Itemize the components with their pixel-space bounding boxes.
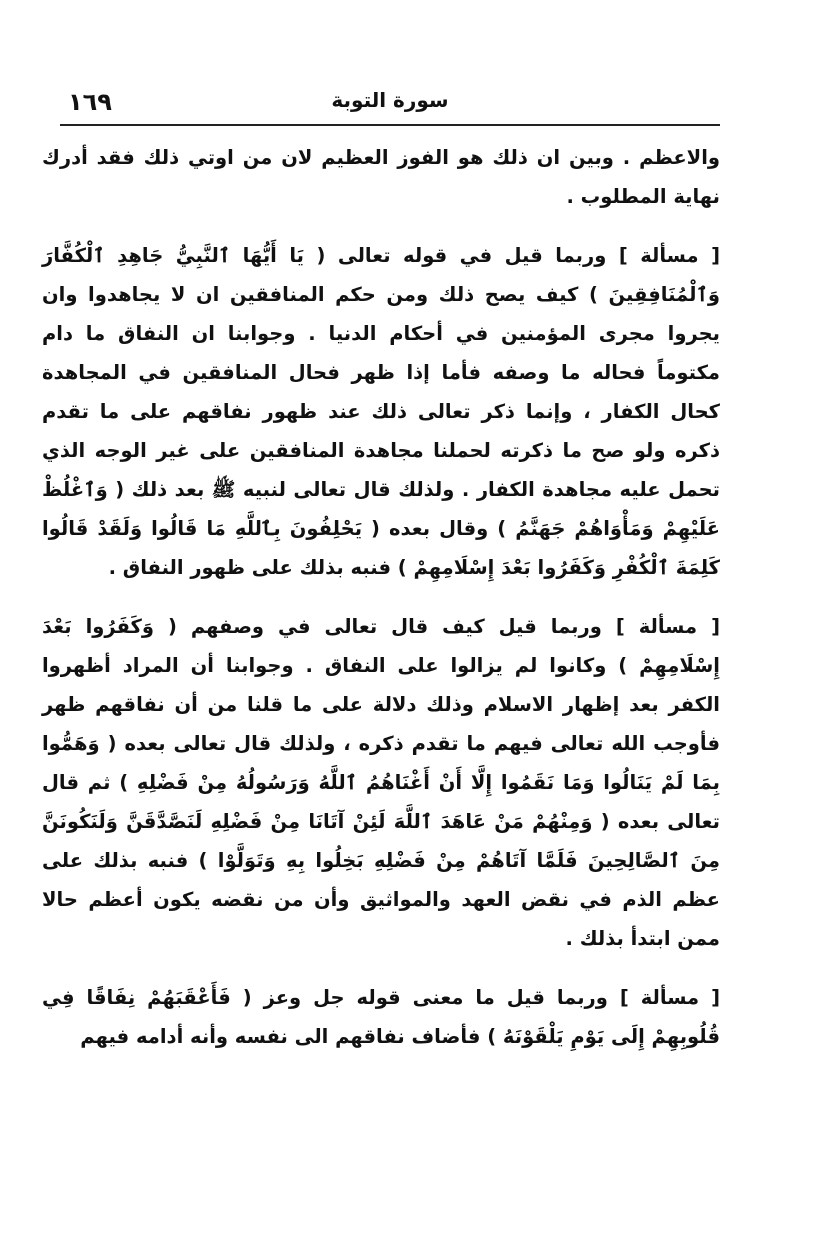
- paragraph-intro: [42, 138, 720, 216]
- paragraph-text: وربما قيل كيف قال تعالى في وصفهم ( وَكَفَرُوا بَعْدَ إِسْلَامِهِمْ ) وكانوا لم يزالوا على النفاق . وجوابنا أن المراد أظهروا الكفر بعد إظهار الاسلام وذلك دلالة على ما قلنا من أن نفاقهم ظهر فأوجب الله تعالى فيهم ما تقدم ذكره ، ولذلك قال تعالى بعده ( وَهَمُّوا بِمَا لَمْ يَنَالُوا وَمَا نَقَمُوا إِلَّا أَنْ أَغْنَاهُمُ ٱللَّهُ وَرَسُولُهُ مِنْ فَضْلِهِ ) ثم قال تعالى بعده ( وَمِنْهُمْ مَنْ عَاهَدَ ٱللَّهَ لَئِنْ آتَانَا مِنْ فَضْلِهِ لَنَصَّدَّقَنَّ وَلَنَكُونَنَّ مِنَ ٱلصَّالِحِينَ فَلَمَّا آتَاهُمْ مِنْ فَضْلِهِ بَخِلُوا بِهِ وَتَوَلَّوْا ) فنبه بذلك على عظم الذم في نقض العهد والمواثيق وأن من نقضه يكون أعظم حالا ممن ابتدأ بذلك .: [42, 615, 720, 950]
- paragraph-text: والاعظم . وبين ان ذلك هو الفوز العظيم لان من اوتي ذلك فقد أدرك نهاية المطلوب .: [42, 146, 720, 208]
- paragraph-issue-3: [42, 978, 720, 1056]
- paragraph-text: وربما قيل ما معنى قوله جل وعز ( فَأَعْقَبَهُمْ نِفَاقًا فِي قُلُوبِهِمْ إِلَى يَوْمِ يَلْقَوْنَهُ ) فأضاف نفاقهم الى نفسه وأنه أدامه فيهم: [42, 986, 720, 1048]
- issue-label: [ مسألة ]: [615, 615, 720, 638]
- paragraph-issue-1: [42, 236, 720, 587]
- issue-label: [ مسألة ]: [619, 986, 720, 1009]
- issue-label: [ مسألة ]: [618, 244, 720, 267]
- page-body: [42, 138, 720, 1056]
- page-header: [60, 84, 720, 126]
- paragraph-issue-2: [42, 607, 720, 958]
- page-number: ١٦٩: [68, 88, 112, 116]
- surah-title: سورة التوبة: [331, 88, 449, 112]
- paragraph-text: وربما قيل في قوله تعالى ( يَا أَيُّهَا ٱلنَّبِيُّ جَاهِدِ ٱلْكُفَّارَ وَٱلْمُنَافِقِينَ ) كيف يصح ذلك ومن حكم المنافقين ان لا يجاهدوا وان يجروا مجرى المؤمنين في أحكام الدنيا . وجوابنا ان النفاق ما دام مكتوماً فحاله ما وصفه فأما إذا ظهر فحال المنافقين في المجاهدة كحال الكفار ، وإنما ذكر تعالى ذلك عند ظهور نفاقهم على ما تقدم ذكره ولو صح ما ذكرته لحملنا مجاهدة المنافقين على غير الوجه الذي تحمل عليه مجاهدة الكفار . ولذلك قال تعالى لنبيه ﷺ بعد ذلك ( وَٱغْلُظْ عَلَيْهِمْ وَمَأْوَاهُمْ جَهَنَّمُ ) وقال بعده ( يَحْلِفُونَ بِٱللَّهِ مَا قَالُوا وَلَقَدْ قَالُوا كَلِمَةَ ٱلْكُفْرِ وَكَفَرُوا بَعْدَ إِسْلَامِهِمْ ) فنبه بذلك على ظهور النفاق .: [42, 244, 720, 579]
